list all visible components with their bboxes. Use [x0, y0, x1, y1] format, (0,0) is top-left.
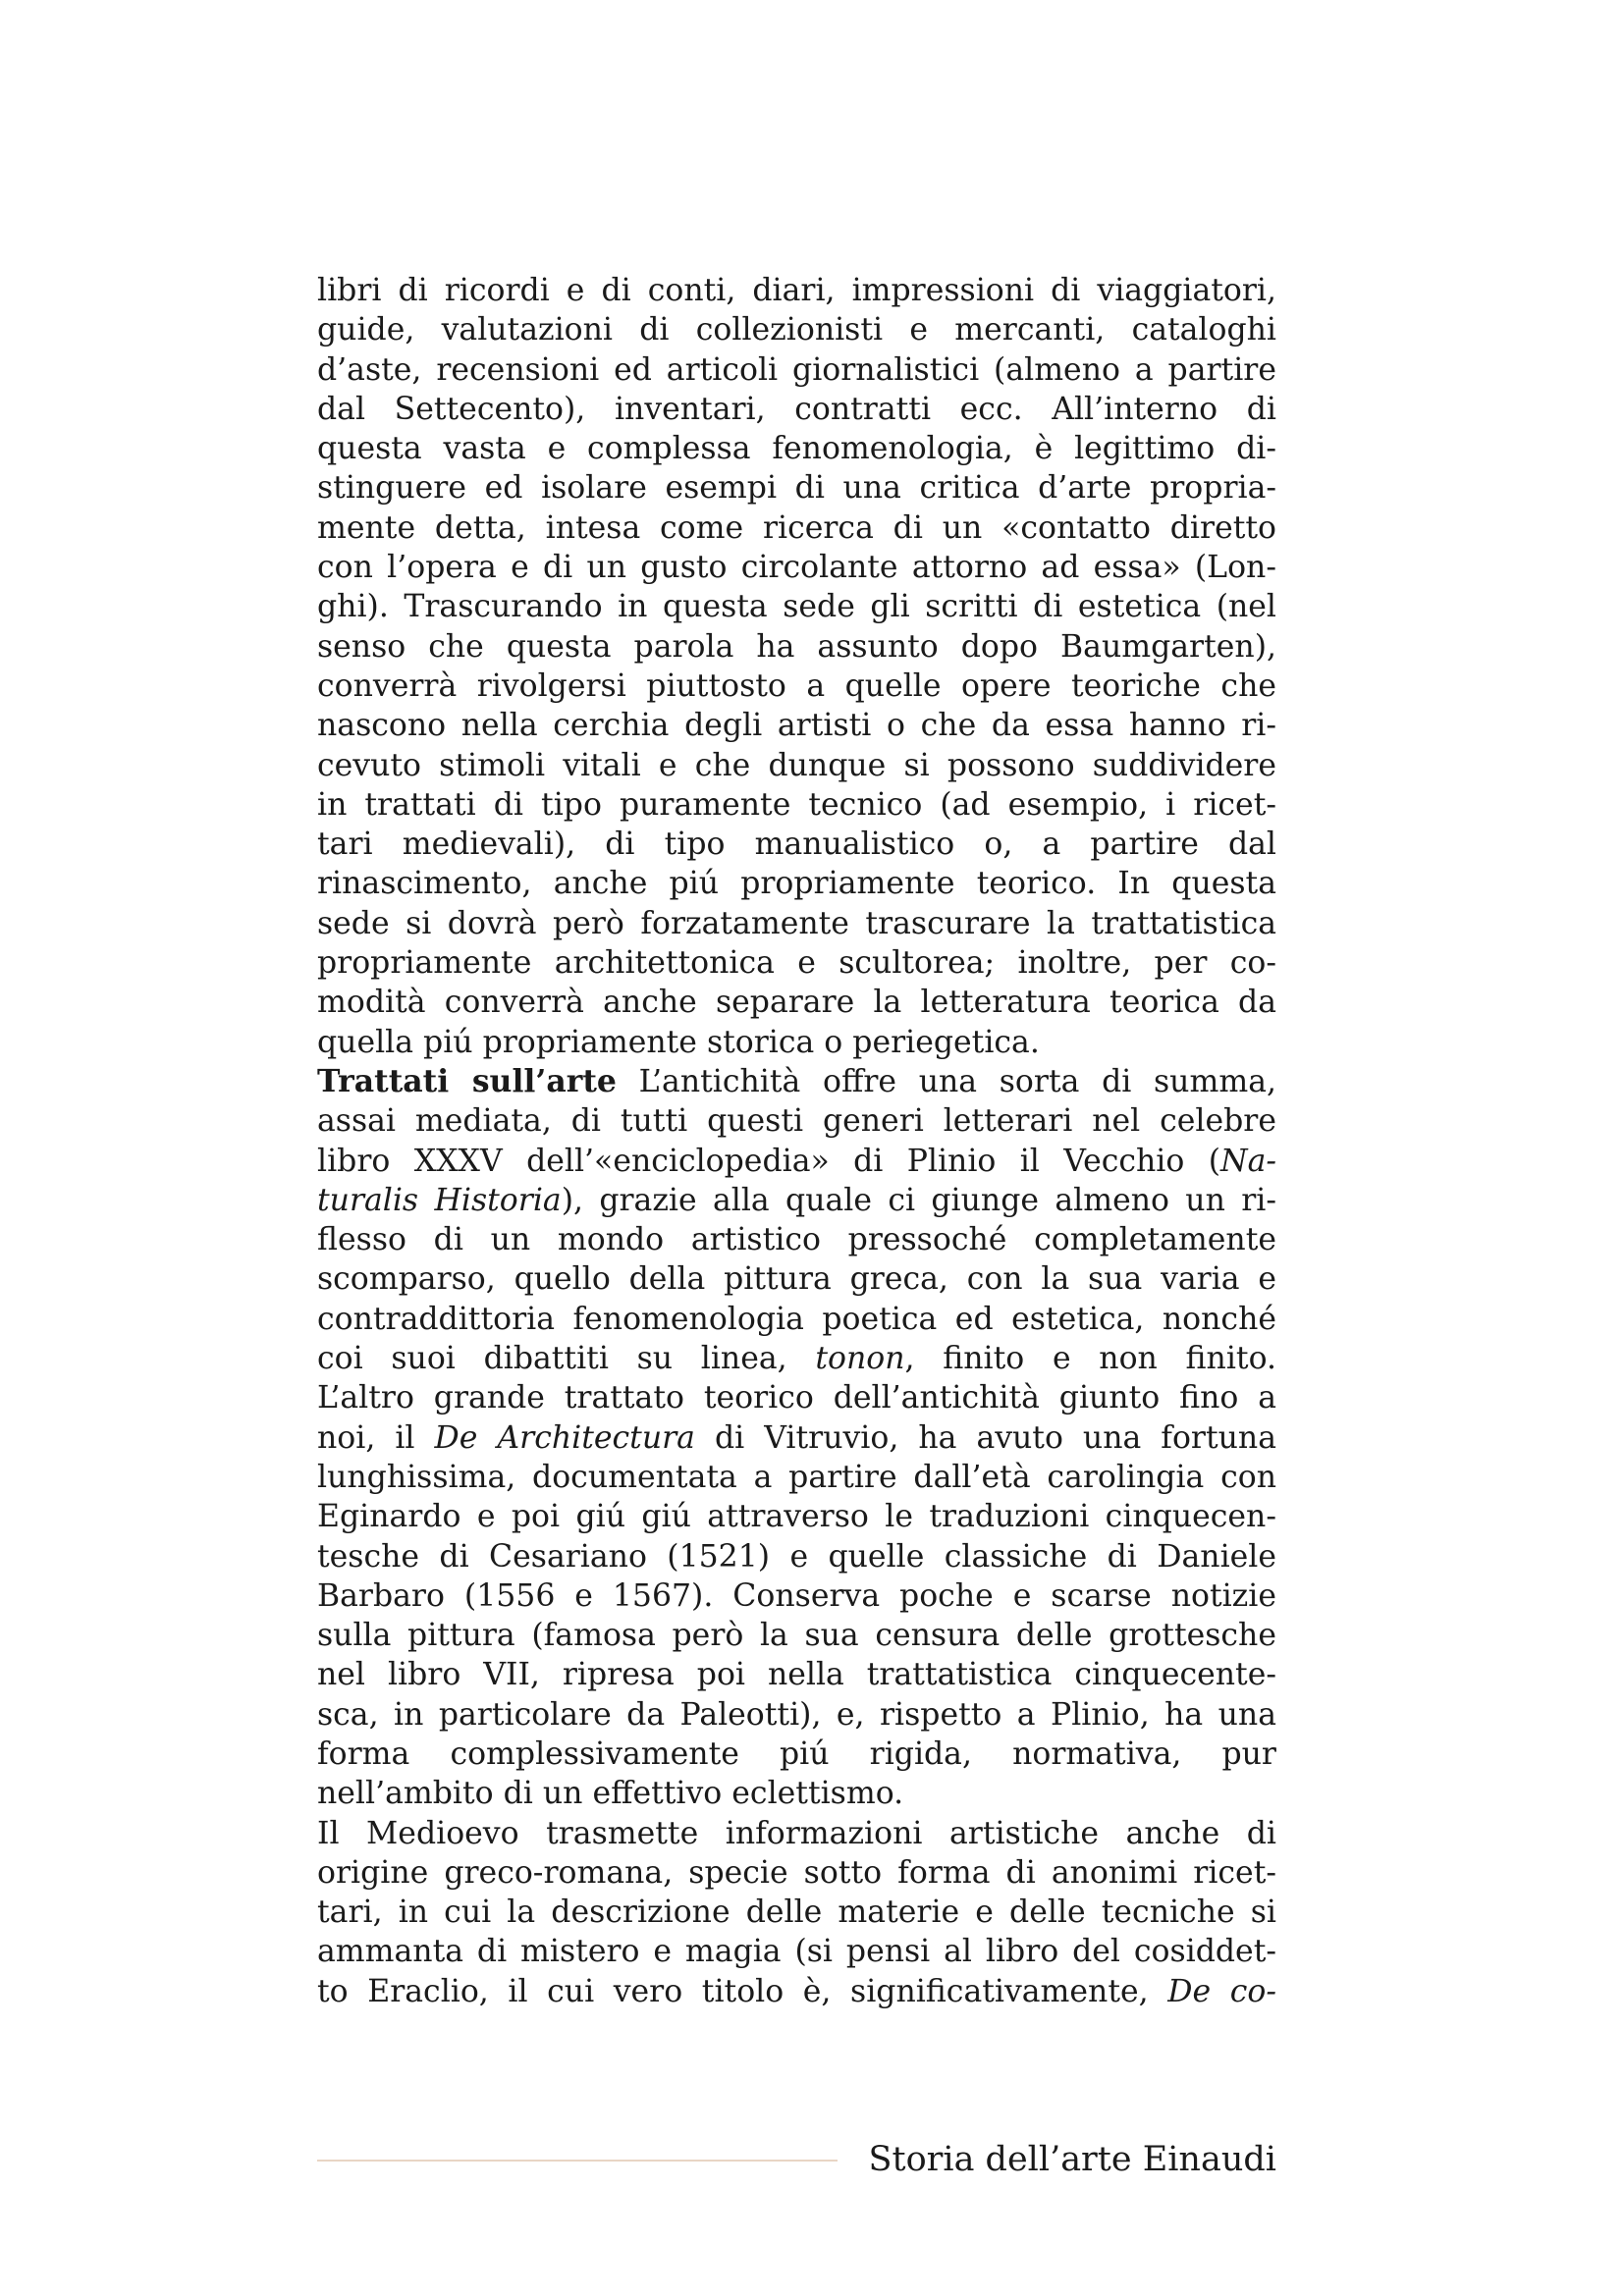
text-line — [317, 1259, 1276, 1299]
text-line — [317, 1062, 1276, 1101]
text-line — [317, 1378, 1276, 1417]
text-run: sca, in particolare da Paleotti), e, rispetto a Plinio, ha una — [317, 1696, 1276, 1733]
text-run: noi, il — [317, 1419, 435, 1456]
text-run: to Eraclio, il cui vero titolo è, significativamente, — [317, 1973, 1168, 2009]
text-run: nel libro VII, ripresa poi nella trattatistica cinquecente- — [317, 1657, 1276, 1693]
text-run: in trattati di tipo puramente tecnico (ad esempio, i ricet- — [317, 786, 1276, 823]
footer-title: Storia dell’arte Einaudi — [868, 2140, 1276, 2179]
footer-rule — [317, 2160, 838, 2162]
text-line — [317, 904, 1276, 943]
text-run: rinascimento, anche piú propriamente teorico. In questa — [317, 866, 1276, 902]
text-run: contraddittoria fenomenologia poetica ed estetica, nonché — [317, 1301, 1276, 1337]
text-run: libri di ricordi e di conti, diari, impressioni di viaggiatori, — [317, 273, 1276, 308]
text-line — [317, 706, 1276, 745]
text-line — [317, 864, 1276, 903]
text-run: guide, valutazioni di collezionisti e mercanti, cataloghi — [317, 312, 1276, 348]
text-run: coi suoi dibattiti su linea, — [317, 1341, 816, 1377]
text-run: sede si dovrà però forzatamente trascurare la trattatistica — [317, 905, 1276, 941]
text-run: converrà rivolgersi piuttosto a quelle opere teoriche che — [317, 667, 1276, 704]
text-run: sulla pittura (famosa però la sua censura delle grottesche — [317, 1618, 1276, 1654]
text-run: modità converrà anche separare la letteratura teorica da — [317, 985, 1276, 1021]
text-run: Barbaro (1556 e 1567). Conserva poche e scarse notizie — [317, 1577, 1276, 1614]
text-run: nascono nella cerchia degli artisti o che da essa hanno ri- — [317, 708, 1276, 744]
text-line — [317, 1853, 1276, 1893]
text-run: d’aste, recensioni ed articoli giornalistici (almeno a partire — [317, 351, 1276, 388]
text-line — [317, 1220, 1276, 1259]
text-line — [317, 667, 1276, 706]
body-text — [317, 271, 1276, 2011]
text-line — [317, 1418, 1276, 1458]
text-run: stinguere ed isolare esempi di una critica d’arte propria- — [317, 470, 1276, 507]
text-line — [317, 1893, 1276, 1932]
text-run: assai mediata, di tutti questi generi letterari nel celebre — [317, 1103, 1276, 1140]
text-line — [317, 587, 1276, 626]
text-run: flesso di un mondo artistico pressoché completamente — [317, 1222, 1276, 1258]
text-run: nell’ambito di un effettivo eclettismo. — [317, 1776, 904, 1812]
text-line — [317, 1023, 1276, 1062]
text-line — [317, 468, 1276, 507]
italic-text: tonon — [815, 1341, 905, 1377]
italic-text: turalis Historia — [317, 1182, 562, 1218]
text-line — [317, 1458, 1276, 1497]
text-run: scomparso, quello della pittura greca, con la sua varia e — [317, 1261, 1276, 1298]
italic-text: Na- — [1220, 1143, 1276, 1179]
text-run: tari, in cui la descrizione delle materie e delle tecniche si — [317, 1895, 1276, 1931]
text-line — [317, 508, 1276, 548]
text-run: ammanta di mistero e magia (si pensi al libro del cosiddet- — [317, 1934, 1276, 1970]
text-line — [317, 429, 1276, 468]
text-run: senso che questa parola ha assunto dopo Baumgarten), — [317, 628, 1276, 665]
text-run: propriamente architettonica e scultorea; inoltre, per co- — [317, 945, 1276, 982]
text-line — [317, 1774, 1276, 1813]
text-run: L’altro grande trattato teorico dell’antichità giunto fino a — [317, 1380, 1276, 1416]
text-line — [317, 1616, 1276, 1655]
text-run: , finito e non finito. — [904, 1341, 1276, 1377]
text-line — [317, 1142, 1276, 1181]
text-line — [317, 271, 1276, 310]
italic-text: De co- — [1167, 1973, 1276, 2009]
text-run: Il Medioevo trasmette informazioni artistiche anche di — [317, 1815, 1276, 1851]
text-line — [317, 785, 1276, 825]
text-line — [317, 1537, 1276, 1576]
text-line — [317, 548, 1276, 587]
italic-text: De Architectura — [434, 1419, 695, 1456]
text-run: quella piú propriamente storica o periegetica. — [317, 1024, 1040, 1060]
text-line — [317, 1101, 1276, 1141]
text-run: questa vasta e complessa fenomenologia, è legittimo di- — [317, 431, 1276, 467]
text-line — [317, 390, 1276, 429]
text-run: ), grazie alla quale ci giunge almeno un ri- — [561, 1182, 1276, 1218]
text-line — [317, 350, 1276, 390]
text-run: cevuto stimoli vitali e che dunque si possono suddividere — [317, 747, 1276, 783]
text-run: tesche di Cesariano (1521) e quelle classiche di Daniele — [317, 1538, 1276, 1575]
text-run: di Vitruvio, ha avuto una fortuna — [694, 1419, 1276, 1456]
text-run: forma complessivamente piú rigida, normativa, pur — [317, 1735, 1276, 1772]
section-heading: Trattati sull’arte — [317, 1062, 617, 1099]
text-line — [317, 825, 1276, 864]
text-run: con l’opera e di un gusto circolante attorno ad essa» (Lon- — [317, 550, 1276, 586]
text-run: ghi). Trascurando in questa sede gli scritti di estetica (nel — [317, 589, 1276, 625]
text-run: mente detta, intesa come ricerca di un «contatto diretto — [317, 509, 1276, 546]
text-run: L’antichità offre una sorta di summa, — [616, 1063, 1276, 1099]
text-line — [317, 1181, 1276, 1220]
text-run: dal Settecento), inventari, contratti ecc. All’interno di — [317, 391, 1276, 427]
text-line — [317, 983, 1276, 1022]
text-line — [317, 746, 1276, 785]
text-line — [317, 1695, 1276, 1735]
text-run: libro XXXV dell’«enciclopedia» di Plinio il Vecchio ( — [317, 1143, 1220, 1179]
text-run: origine greco-romana, specie sotto forma di anonimi ricet- — [317, 1854, 1276, 1891]
text-line — [317, 1972, 1276, 2011]
text-line — [317, 1576, 1276, 1616]
text-line — [317, 1300, 1276, 1339]
text-line — [317, 1655, 1276, 1694]
text-line — [317, 627, 1276, 667]
text-line — [317, 1339, 1276, 1378]
text-line — [317, 310, 1276, 349]
text-run: lunghissima, documentata a partire dall’età carolingia con — [317, 1459, 1276, 1495]
text-run: tari medievali), di tipo manualistico o, a partire dal — [317, 827, 1276, 863]
text-run: Eginardo e poi giú giú attraverso le traduzioni cinquecen- — [317, 1499, 1276, 1535]
text-line — [317, 1497, 1276, 1536]
text-line — [317, 1735, 1276, 1774]
text-line — [317, 1814, 1276, 1853]
text-line — [317, 943, 1276, 983]
text-line — [317, 1932, 1276, 1971]
